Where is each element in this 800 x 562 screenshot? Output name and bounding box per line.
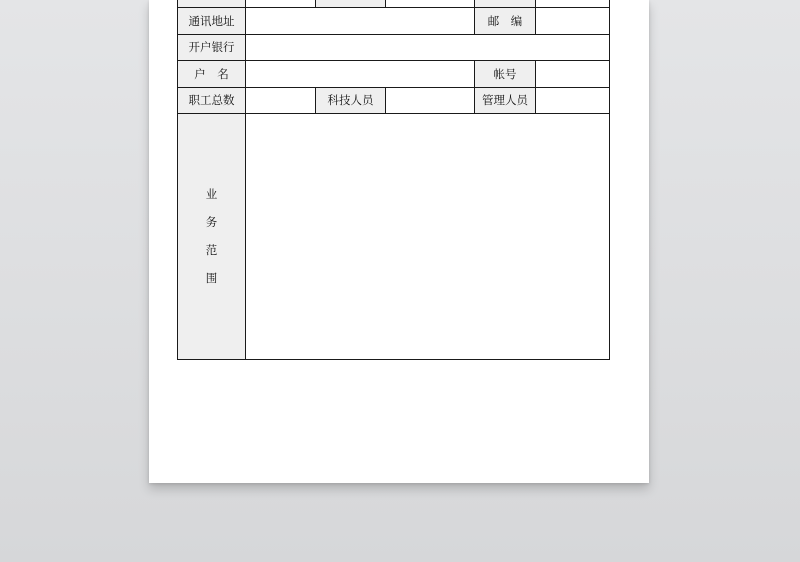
business-scope-char: 业 [205, 187, 218, 201]
registration-form-table [177, 0, 610, 360]
postcode-field[interactable] [536, 8, 610, 35]
tech-staff-label: 科技人员 [316, 87, 386, 114]
bank-label: 开户银行 [178, 34, 246, 61]
account-name-field[interactable] [246, 61, 475, 88]
table-row-address [178, 8, 610, 35]
cut-off-cell [316, 0, 386, 8]
document-page [149, 0, 649, 483]
postcode-label: 邮 编 [475, 8, 536, 35]
management-staff-label: 管理人员 [475, 87, 536, 114]
business-scope-char: 围 [205, 271, 218, 285]
table-row-staff [178, 87, 610, 114]
business-scope-label [178, 114, 246, 360]
table-row-bank [178, 34, 610, 61]
business-scope-char: 范 [205, 243, 218, 257]
cut-off-cell [536, 0, 610, 8]
account-number-label: 帐号 [475, 61, 536, 88]
total-staff-field[interactable] [246, 87, 316, 114]
cut-off-cell [246, 0, 316, 8]
table-row-account [178, 61, 610, 88]
management-staff-field[interactable] [536, 87, 610, 114]
address-field[interactable] [246, 8, 475, 35]
cut-off-cell [475, 0, 536, 8]
table-row-cut-off [178, 0, 610, 8]
cut-off-cell [386, 0, 475, 8]
table-row-business-scope [178, 114, 610, 360]
address-label: 通讯地址 [178, 8, 246, 35]
account-name-label: 户 名 [178, 61, 246, 88]
account-number-field[interactable] [536, 61, 610, 88]
tech-staff-field[interactable] [386, 87, 475, 114]
business-scope-char: 务 [205, 215, 218, 229]
cut-off-cell [178, 0, 246, 8]
total-staff-label: 职工总数 [178, 87, 246, 114]
business-scope-field[interactable] [246, 114, 610, 360]
bank-field[interactable] [246, 34, 610, 61]
business-scope-vertical-text [178, 114, 245, 359]
